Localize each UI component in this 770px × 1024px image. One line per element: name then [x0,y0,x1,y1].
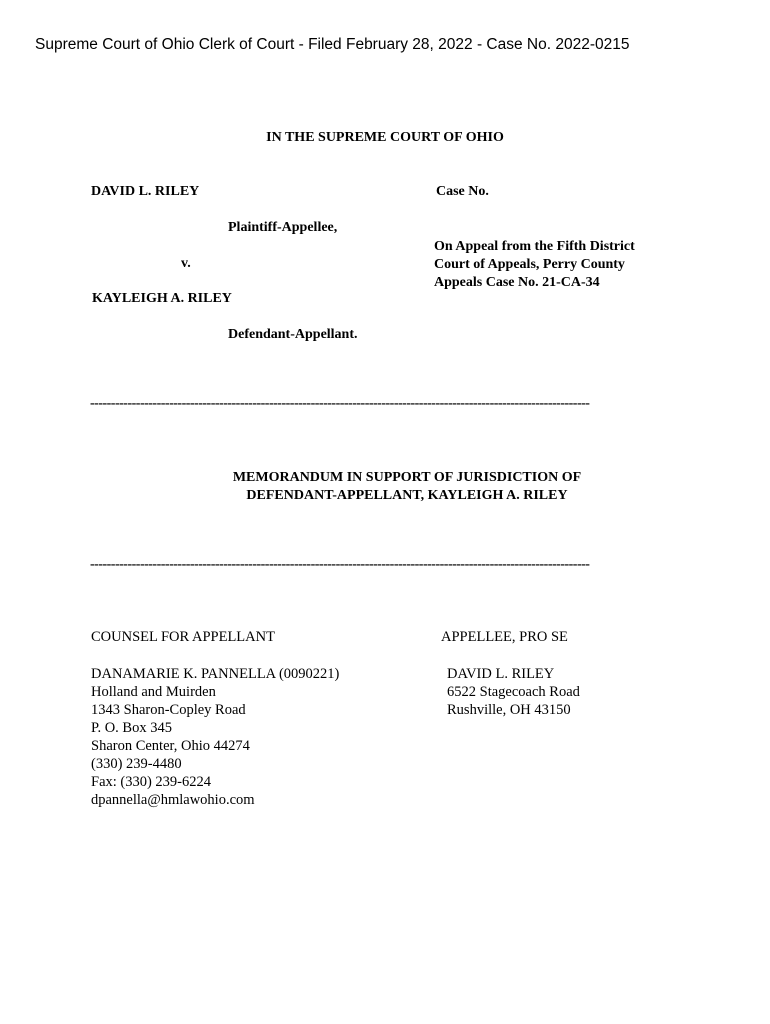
memorandum-title [0,469,770,505]
appellee-street: 6522 Stagecoach Road [447,684,580,700]
counsel-po-box: P. O. Box 345 [91,720,172,736]
counsel-street: 1343 Sharon-Copley Road [91,702,246,718]
versus-label: v. [181,256,191,271]
appeal-line: Court of Appeals, Perry County [434,257,625,272]
filing-stamp: Supreme Court of Ohio Clerk of Court - Filed February 28, 2022 - Case No. 2022-0215 [35,36,630,53]
plaintiff-role: Plaintiff-Appellee, [228,220,338,235]
appeal-info [434,238,635,292]
divider-line: ------------------------------------------------------------------------------------------------------------------------ [90,396,590,411]
appeal-line: Appeals Case No. 21-CA-34 [434,275,600,290]
plaintiff-name: DAVID L. RILEY [91,184,200,199]
appellee-name: DAVID L. RILEY [447,666,555,682]
case-number-label: Case No. [436,184,489,199]
appellee-city: Rushville, OH 43150 [447,702,571,718]
appellee-heading: APPELLEE, PRO SE [441,629,568,645]
memorandum-title-line: MEMORANDUM IN SUPPORT OF JURISDICTION OF [232,470,582,485]
counsel-firm: Holland and Muirden [91,684,216,700]
appellee-contact-block [447,665,580,719]
counsel-city: Sharon Center, Ohio 44274 [91,738,250,754]
counsel-fax: Fax: (330) 239-6224 [91,774,212,790]
counsel-heading: COUNSEL FOR APPELLANT [91,629,275,645]
counsel-contact-block [91,665,339,809]
memorandum-title-line: DEFENDANT-APPELLANT, KAYLEIGH A. RILEY [246,488,568,503]
court-title: IN THE SUPREME COURT OF OHIO [266,130,504,145]
defendant-name: KAYLEIGH A. RILEY [92,291,232,306]
appeal-line: On Appeal from the Fifth District [434,239,635,254]
divider-line: ------------------------------------------------------------------------------------------------------------------------ [90,557,590,572]
counsel-phone: (330) 239-4480 [91,756,182,772]
defendant-role: Defendant-Appellant. [228,327,358,342]
counsel-attorney-name: DANAMARIE K. PANNELLA (0090221) [91,666,340,682]
counsel-email: dpannella@hmlawohio.com [91,792,255,808]
